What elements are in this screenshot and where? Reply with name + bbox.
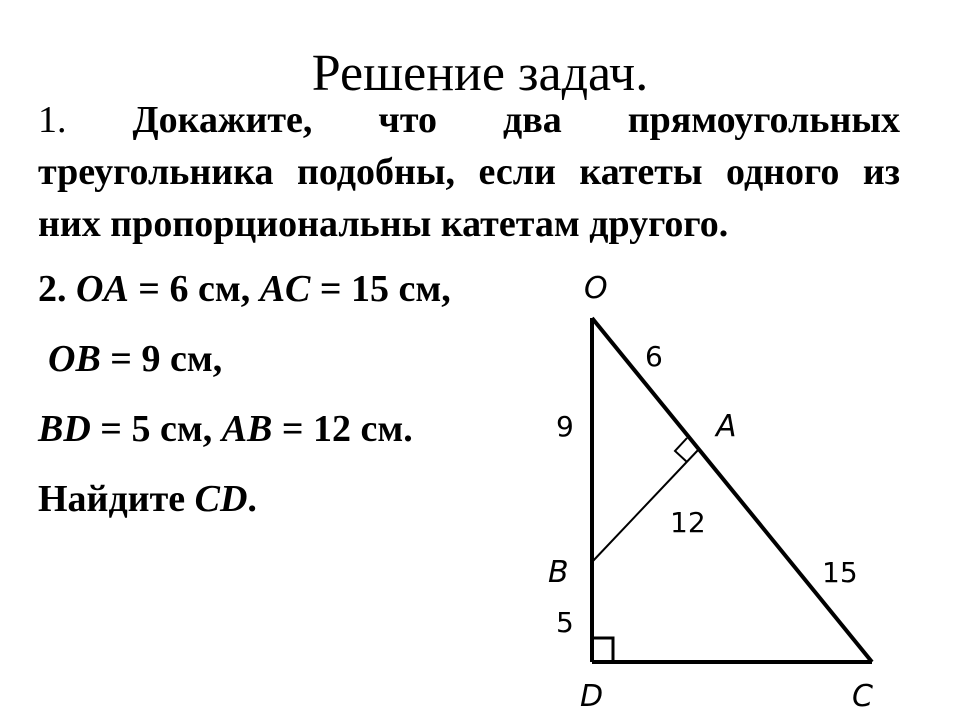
segment-bd-length-label: 5 (556, 606, 574, 639)
vertex-o-label: O (584, 271, 608, 306)
segment-oa-length-label: 6 (645, 340, 663, 373)
right-angle-mark-a (675, 438, 687, 462)
segment-ab-value: = 12 см. (272, 408, 413, 450)
problem-2-question (38, 476, 257, 522)
segment-ob-name: OB (48, 338, 101, 380)
segment-oa-value: = 6 см, (128, 268, 260, 310)
segment-ac-value: = 15 см, (310, 268, 451, 310)
vertex-a-label: A (716, 409, 737, 444)
segment-oc-line (592, 318, 872, 662)
right-angle-mark-d (592, 638, 613, 662)
problem-2-line-2 (48, 336, 222, 382)
problem-1-statement: Докажите, что два прямоугольных треугольника подобны, если катеты одного из них пропорциональны катетам другого. (38, 99, 901, 245)
problem-1-text (38, 94, 900, 250)
segment-ob-value: = 9 см, (100, 338, 223, 380)
segment-ac-length-label: 15 (822, 556, 858, 589)
problem-2-line-1 (38, 266, 451, 312)
problem-2-number: 2. (38, 268, 67, 310)
vertex-d-label: D (580, 679, 604, 714)
segment-ab-name: AB (221, 408, 273, 450)
segment-oa-name: OA (76, 268, 129, 310)
segment-bd-value: = 5 см, (90, 408, 222, 450)
segment-cd-name: CD (194, 478, 248, 520)
problem-2-line-3 (38, 406, 413, 452)
vertex-b-label: B (548, 555, 569, 590)
segment-ab-length-label: 12 (670, 506, 706, 539)
question-prefix: Найдите (38, 478, 195, 520)
triangle-figure (530, 260, 930, 720)
problem-1-number: 1. (38, 99, 67, 141)
segment-bd-name: BD (38, 408, 91, 450)
vertex-c-label: C (852, 679, 873, 714)
question-suffix: . (247, 478, 257, 520)
segment-ac-name: AC (259, 268, 311, 310)
page-title: Решение задач. (311, 45, 649, 102)
segment-ob-length-label: 9 (556, 410, 574, 443)
